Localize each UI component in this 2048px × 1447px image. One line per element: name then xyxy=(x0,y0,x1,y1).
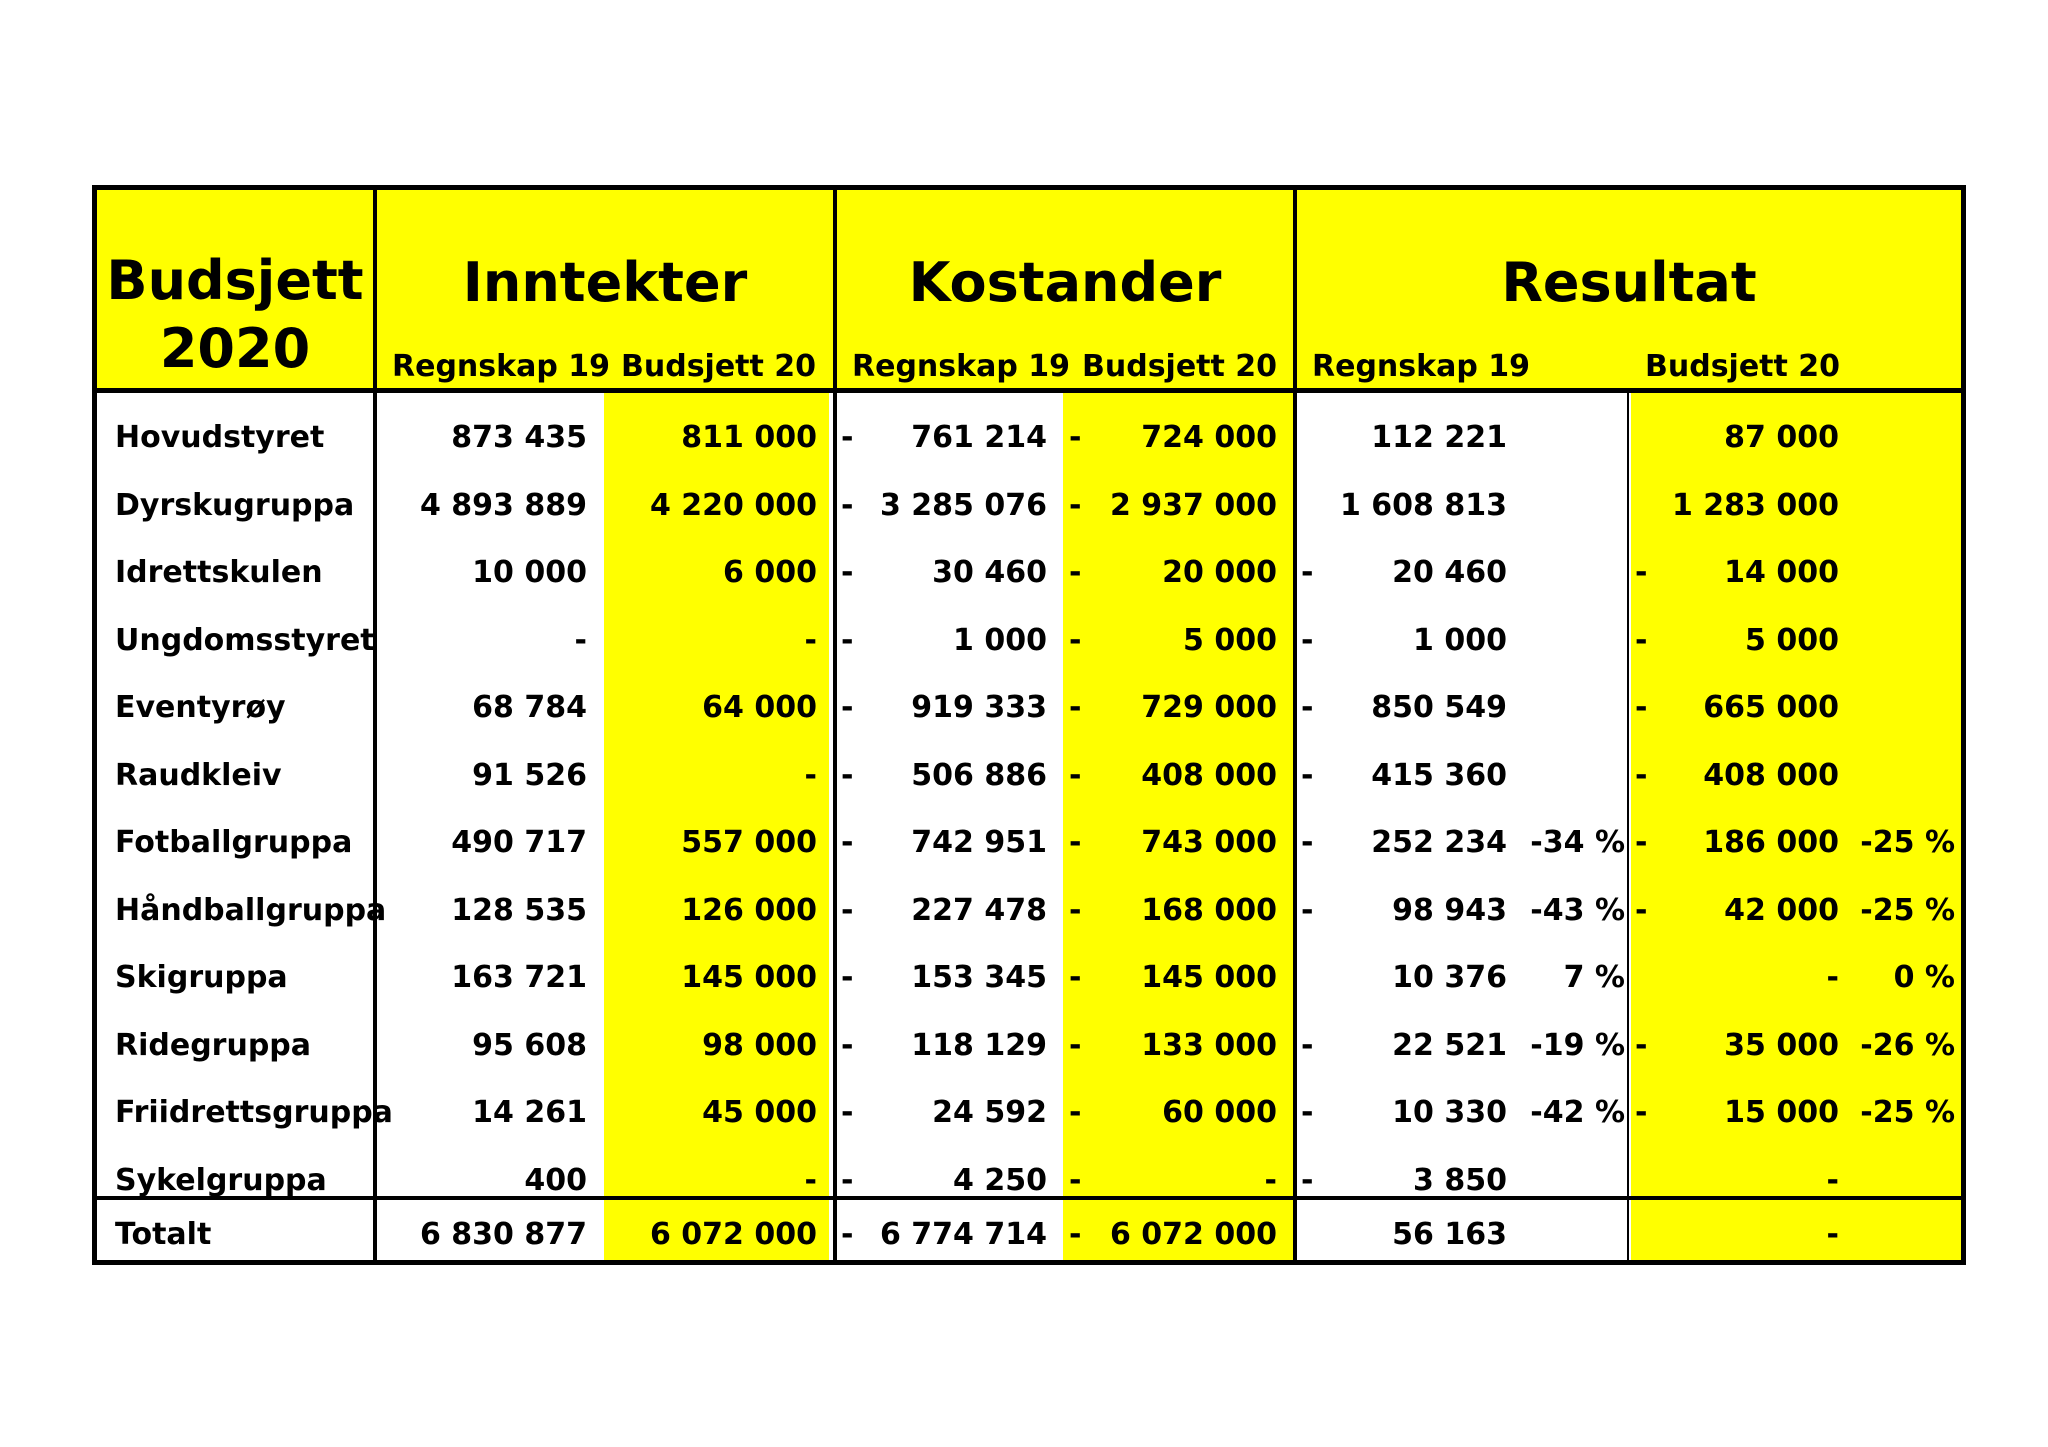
subheader: Budsjett 20 xyxy=(1645,349,1841,384)
cell-kost-r19: 3 285 076 xyxy=(879,487,1047,523)
minus-sign: - xyxy=(1069,757,1082,793)
cell-res-r19: 415 360 xyxy=(1371,757,1507,793)
cell-inn-r19: 873 435 xyxy=(451,420,587,455)
cell-inn-b20: 557 000 xyxy=(681,825,817,860)
minus-sign: - xyxy=(841,825,854,860)
minus-sign: - xyxy=(1635,555,1648,590)
cell-kost-b20: 724 000 xyxy=(1141,420,1277,455)
minus-sign: - xyxy=(841,1162,854,1198)
minus-sign: - xyxy=(841,757,854,793)
minus-sign: - xyxy=(841,892,854,928)
percent-b20: 0 % xyxy=(1893,960,1955,995)
cell-kost-r19: 24 592 xyxy=(932,1095,1047,1130)
cell-res-r19: 252 234 xyxy=(1371,825,1507,860)
cell-inn-r19: 4 893 889 xyxy=(419,487,587,523)
minus-sign: - xyxy=(1635,1095,1648,1130)
minus-sign: - xyxy=(1301,757,1314,793)
cell-res-b20: 87 000 xyxy=(1724,420,1839,455)
cell-inn-r19: 91 526 xyxy=(472,757,587,793)
percent-b20: -26 % xyxy=(1860,1027,1955,1063)
minus-sign: - xyxy=(1069,1217,1082,1252)
cell-kost-r19: 227 478 xyxy=(911,892,1047,928)
row-label: Ungdomsstyret xyxy=(115,622,375,658)
cell-res-b20: 15 000 xyxy=(1724,1095,1839,1130)
row-label: Skigruppa xyxy=(115,960,288,995)
minus-sign: - xyxy=(841,1095,854,1130)
subheader: Regnskap 19 xyxy=(392,349,610,384)
row-label: Sykelgruppa xyxy=(115,1162,327,1198)
subheader: Regnskap 19 xyxy=(1312,349,1530,384)
cell-kost-b20: 2 937 000 xyxy=(1109,487,1277,523)
cell-inn-r19: 490 717 xyxy=(451,825,587,860)
minus-sign: - xyxy=(1069,960,1082,995)
cell-kost-r19: 4 250 xyxy=(953,1162,1047,1198)
cell-inn-r19: 6 830 877 xyxy=(419,1217,587,1252)
cell-inn-b20: 6 000 xyxy=(723,555,817,590)
minus-sign: - xyxy=(1301,690,1314,725)
cell-res-r19: 98 943 xyxy=(1392,892,1507,928)
row-label: Raudkleiv xyxy=(115,757,282,793)
budget-table xyxy=(92,185,1966,1265)
cell-res-b20: - xyxy=(1826,960,1839,995)
cell-inn-b20: 98 000 xyxy=(702,1027,817,1063)
cell-res-r19: 1 000 xyxy=(1413,622,1507,658)
minus-sign: - xyxy=(1069,1095,1082,1130)
row-label: Fotballgruppa xyxy=(115,825,353,860)
minus-sign: - xyxy=(1069,892,1082,928)
cell-kost-r19: 30 460 xyxy=(932,555,1047,590)
cell-res-b20: 5 000 xyxy=(1745,622,1839,658)
cell-inn-r19: 14 261 xyxy=(472,1095,587,1130)
cell-kost-r19: 761 214 xyxy=(911,420,1047,455)
subheader: Budsjett 20 xyxy=(1082,349,1278,384)
cell-res-r19: 10 376 xyxy=(1392,960,1507,995)
cell-inn-b20: 811 000 xyxy=(681,420,817,455)
cell-kost-b20: - xyxy=(1264,1162,1277,1198)
group-title-resultat: Resultat xyxy=(1501,251,1757,314)
row-label: Ridegruppa xyxy=(115,1027,312,1063)
cell-res-b20: 408 000 xyxy=(1703,757,1839,793)
cell-kost-b20: 408 000 xyxy=(1141,757,1277,793)
cell-inn-b20: - xyxy=(804,622,817,658)
row-label: Friidrettsgruppa xyxy=(115,1095,393,1130)
cell-kost-b20: 60 000 xyxy=(1162,1095,1277,1130)
percent-b20: -25 % xyxy=(1860,825,1955,860)
cell-inn-b20: 64 000 xyxy=(702,690,817,725)
minus-sign: - xyxy=(1301,825,1314,860)
cell-res-b20: - xyxy=(1826,1217,1839,1252)
cell-inn-r19: 95 608 xyxy=(472,1027,587,1063)
minus-sign: - xyxy=(841,420,854,455)
cell-inn-b20: 45 000 xyxy=(702,1095,817,1130)
cell-inn-b20: 6 072 000 xyxy=(649,1217,817,1252)
cell-res-r19: 3 850 xyxy=(1413,1162,1507,1198)
minus-sign: - xyxy=(1301,1095,1314,1130)
cell-res-r19: 20 460 xyxy=(1392,555,1507,590)
cell-res-b20: 186 000 xyxy=(1703,825,1839,860)
header-rule xyxy=(97,388,1961,393)
cell-kost-r19: 506 886 xyxy=(911,757,1047,793)
group-title-kostander: Kostander xyxy=(908,251,1222,314)
cell-kost-r19: 118 129 xyxy=(911,1027,1047,1063)
cell-kost-b20: 133 000 xyxy=(1141,1027,1277,1063)
minus-sign: - xyxy=(1301,555,1314,590)
cell-kost-r19: 919 333 xyxy=(911,690,1047,725)
cell-kost-r19: 742 951 xyxy=(911,825,1047,860)
cell-res-r19: 56 163 xyxy=(1392,1217,1507,1252)
cell-inn-r19: 128 535 xyxy=(451,892,587,928)
cell-kost-b20: 6 072 000 xyxy=(1109,1217,1277,1252)
cell-res-b20: 14 000 xyxy=(1724,555,1839,590)
cell-inn-b20: 126 000 xyxy=(681,892,817,928)
cell-kost-r19: 6 774 714 xyxy=(879,1217,1047,1252)
percent-b20: -25 % xyxy=(1860,1095,1955,1130)
cell-res-b20: 42 000 xyxy=(1724,892,1839,928)
group-title-inntekter: Inntekter xyxy=(462,251,748,314)
cell-inn-b20: 4 220 000 xyxy=(649,487,817,523)
minus-sign: - xyxy=(1635,690,1648,725)
percent-r19: -43 % xyxy=(1530,892,1625,928)
minus-sign: - xyxy=(841,1027,854,1063)
cell-inn-r19: 400 xyxy=(524,1162,587,1198)
cell-inn-b20: 145 000 xyxy=(681,960,817,995)
cell-res-b20: 665 000 xyxy=(1703,690,1839,725)
percent-r19: -34 % xyxy=(1530,825,1625,860)
minus-sign: - xyxy=(1635,757,1648,793)
cell-inn-r19: 163 721 xyxy=(451,960,587,995)
row-label: Idrettskulen xyxy=(115,555,323,590)
minus-sign: - xyxy=(1069,825,1082,860)
cell-res-b20: - xyxy=(1826,1162,1839,1198)
minus-sign: - xyxy=(1069,487,1082,523)
cell-res-b20: 35 000 xyxy=(1724,1027,1839,1063)
percent-r19: -19 % xyxy=(1530,1027,1625,1063)
minus-sign: - xyxy=(841,960,854,995)
minus-sign: - xyxy=(841,1217,854,1252)
cell-inn-r19: 10 000 xyxy=(472,555,587,590)
minus-sign: - xyxy=(1069,622,1082,658)
minus-sign: - xyxy=(1301,1162,1314,1198)
cell-kost-b20: 168 000 xyxy=(1141,892,1277,928)
cell-res-r19: 850 549 xyxy=(1371,690,1507,725)
cell-inn-r19: 68 784 xyxy=(472,690,587,725)
minus-sign: - xyxy=(1069,420,1082,455)
cell-kost-b20: 5 000 xyxy=(1183,622,1277,658)
cell-inn-b20: - xyxy=(804,1162,817,1198)
cell-kost-r19: 1 000 xyxy=(953,622,1047,658)
cell-inn-r19: - xyxy=(574,622,587,658)
minus-sign: - xyxy=(841,690,854,725)
title-line-2: 2020 xyxy=(159,317,311,380)
percent-r19: 7 % xyxy=(1563,960,1625,995)
subheader: Budsjett 20 xyxy=(621,349,817,384)
percent-r19: -42 % xyxy=(1530,1095,1625,1130)
minus-sign: - xyxy=(1635,825,1648,860)
percent-b20: -25 % xyxy=(1860,892,1955,928)
minus-sign: - xyxy=(1635,892,1648,928)
minus-sign: - xyxy=(1635,1027,1648,1063)
minus-sign: - xyxy=(841,555,854,590)
minus-sign: - xyxy=(841,487,854,523)
cell-res-r19: 1 608 813 xyxy=(1339,487,1507,523)
minus-sign: - xyxy=(1069,1162,1082,1198)
subheader: Regnskap 19 xyxy=(852,349,1070,384)
title-line-1: Budsjett xyxy=(106,249,364,312)
row-label: Hovudstyret xyxy=(115,420,325,455)
minus-sign: - xyxy=(1635,622,1648,658)
row-label: Håndballgruppa xyxy=(115,892,387,928)
cell-inn-b20: - xyxy=(804,757,817,793)
cell-res-b20: 1 283 000 xyxy=(1671,487,1839,523)
cell-kost-r19: 153 345 xyxy=(911,960,1047,995)
minus-sign: - xyxy=(1069,690,1082,725)
cell-kost-b20: 729 000 xyxy=(1141,690,1277,725)
row-label: Dyrskugruppa xyxy=(115,487,355,523)
cell-kost-b20: 743 000 xyxy=(1141,825,1277,860)
cell-res-r19: 112 221 xyxy=(1371,420,1507,455)
row-label: Eventyrøy xyxy=(115,690,286,725)
cell-res-r19: 22 521 xyxy=(1392,1027,1507,1063)
minus-sign: - xyxy=(841,622,854,658)
cell-kost-b20: 145 000 xyxy=(1141,960,1277,995)
cell-res-r19: 10 330 xyxy=(1392,1095,1507,1130)
minus-sign: - xyxy=(1301,622,1314,658)
minus-sign: - xyxy=(1069,555,1082,590)
cell-kost-b20: 20 000 xyxy=(1162,555,1277,590)
minus-sign: - xyxy=(1069,1027,1082,1063)
row-label: Totalt xyxy=(115,1217,212,1252)
minus-sign: - xyxy=(1301,892,1314,928)
minus-sign: - xyxy=(1301,1027,1314,1063)
